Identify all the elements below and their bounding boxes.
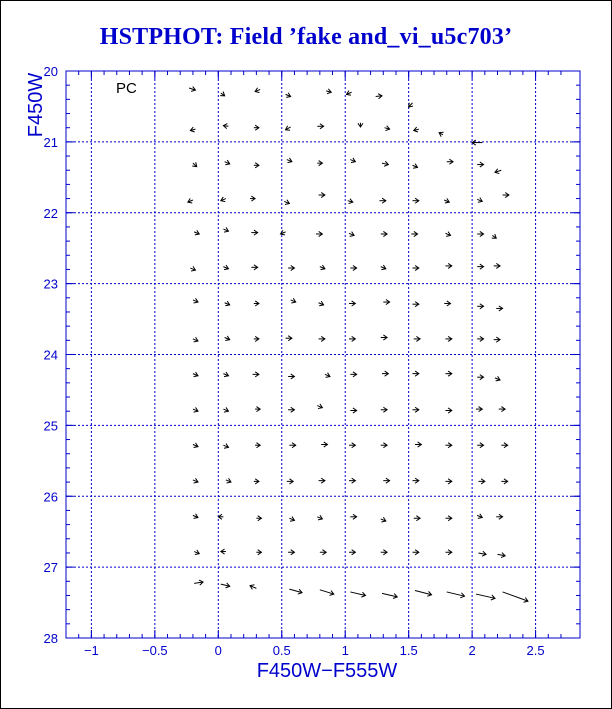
vector-arrow [288, 374, 294, 379]
vector-arrow [383, 300, 389, 305]
vector-arrow [494, 263, 500, 268]
vector-arrow [414, 336, 420, 341]
vector-arrow [223, 372, 228, 377]
vector-arrow [499, 407, 505, 412]
vector-arrow [193, 337, 198, 342]
vector-arrow [193, 372, 198, 377]
chart-title: HSTPHOT: Field ’fake and_vi_u5c703’ [99, 24, 513, 50]
vector-arrow [445, 408, 451, 413]
vector-arrow [495, 169, 501, 174]
vector-arrow [496, 306, 502, 311]
vector-arrow [286, 336, 292, 341]
vector-arrow [317, 161, 322, 166]
vector-arrow [501, 443, 507, 448]
vector-arrow [358, 123, 363, 127]
y-tick-label: 25 [43, 418, 58, 434]
vector-arrow [415, 591, 431, 597]
vector-arrow [225, 301, 230, 306]
vector-arrow [501, 479, 507, 484]
panel-label: PC [116, 80, 137, 97]
vector-arrow [412, 164, 417, 169]
vector-arrow [319, 192, 325, 197]
vector-arrow [477, 162, 483, 167]
vector-arrow [445, 371, 451, 376]
vector-arrow [291, 298, 296, 303]
vector-arrow [476, 407, 482, 412]
vector-arrow [412, 198, 418, 203]
vector-arrow [287, 158, 292, 163]
vector-arrow [349, 478, 355, 483]
vector-arrow [317, 124, 323, 129]
vector-arrow [250, 196, 255, 201]
vector-arrow [385, 126, 390, 131]
vector-arrow [189, 87, 195, 92]
vector-arrow [492, 234, 496, 238]
vector-arrow [445, 479, 451, 484]
vector-arrow [382, 593, 397, 598]
vector-arrow [193, 514, 198, 519]
vector-arrow [254, 163, 259, 168]
vector-arrow [223, 444, 228, 449]
vector-arrow [445, 443, 451, 448]
vector-arrow [383, 478, 389, 483]
vector-arrow [349, 336, 355, 341]
vector-arrow [350, 592, 365, 597]
vector-arrow [350, 408, 356, 413]
vector-arrow [289, 443, 295, 448]
vector-arrow [477, 264, 483, 269]
vector-shaft [503, 592, 528, 601]
vector-arrow [320, 550, 326, 555]
vector-arrow [193, 478, 198, 483]
vector-arrow [223, 407, 228, 412]
vector-arrow [503, 592, 528, 602]
vector-arrow [221, 583, 230, 588]
vector-arrow [287, 479, 293, 484]
y-tick-label: 24 [43, 347, 58, 363]
x-tick-label: 0.5 [272, 643, 291, 658]
vector-arrow [254, 336, 259, 341]
vector-arrow [381, 231, 387, 236]
vector-arrow [221, 549, 226, 554]
vector-arrow [477, 514, 482, 519]
vector-arrow [254, 301, 259, 306]
vector-arrow [445, 263, 451, 268]
vector-arrow [346, 91, 351, 96]
vector-arrow [376, 94, 382, 99]
vector-arrow [289, 589, 302, 594]
vector-arrow [447, 159, 453, 164]
vector-arrow [445, 516, 451, 521]
vector-arrow [477, 231, 483, 236]
vector-arrow [381, 517, 386, 522]
x-tick-label: −1 [83, 643, 99, 658]
vector-arrow [412, 302, 418, 307]
vector-arrow [381, 335, 387, 340]
vector-arrow [193, 407, 198, 412]
vector-arrow [412, 478, 418, 483]
vector-arrow [496, 514, 502, 519]
vector-arrow [254, 479, 259, 484]
vector-arrow [317, 404, 322, 409]
vector-arrow [253, 372, 259, 377]
y-tick-label: 23 [43, 276, 58, 292]
vector-arrow [321, 442, 327, 447]
vector-arrow [414, 516, 420, 521]
vector-arrow [412, 371, 418, 376]
vector-arrow [412, 265, 418, 270]
vector-arrow [445, 550, 451, 555]
vector-arrow [250, 585, 256, 590]
vector-arrow [477, 336, 483, 341]
vector-arrow [382, 161, 388, 166]
vector-arrow [194, 580, 203, 585]
vector-arrow [472, 140, 482, 145]
vector-arrow [381, 550, 387, 555]
y-tick-label: 22 [43, 205, 58, 221]
tick-labels [44, 64, 545, 658]
vector-arrow [194, 230, 199, 235]
vector-arrow [286, 126, 291, 130]
vector-arrow [477, 443, 483, 448]
y-axis-label: F450W [25, 72, 47, 138]
x-axis-label: F450W−F555W [256, 660, 398, 682]
vector-arrow [254, 125, 259, 130]
y-tick-label: 21 [43, 134, 58, 150]
vector-arrow [190, 266, 195, 271]
vector-arrow [223, 265, 228, 270]
vector-arrow [349, 443, 355, 448]
vector-arrow [349, 301, 355, 306]
y-tick-label: 28 [43, 631, 58, 646]
vector-arrow [255, 443, 260, 448]
vector-arrow [350, 372, 356, 377]
vector-arrow [477, 304, 483, 309]
y-tick-label: 27 [43, 560, 58, 576]
vector-arrow [444, 301, 450, 306]
vector-arrow [503, 192, 509, 197]
vector-arrow [320, 590, 334, 596]
vector-arrow [476, 594, 495, 600]
vector-arrow [316, 231, 322, 236]
vector-arrow [498, 553, 506, 558]
vector-arrow [255, 88, 260, 93]
vector-arrow [412, 550, 418, 555]
vector-arrow [478, 551, 486, 556]
vector-arrow [350, 265, 356, 270]
vector-arrow [251, 230, 257, 235]
vector-arrow [256, 550, 261, 555]
y-tick-label: 26 [43, 489, 58, 505]
vector-arrow [194, 550, 199, 555]
vector-shaft [476, 594, 495, 598]
vector-arrow [477, 375, 483, 380]
vector-arrow [188, 198, 193, 203]
vector-arrow [223, 124, 228, 129]
vector-arrow [255, 407, 260, 412]
vector-arrow [251, 265, 257, 270]
vector-arrow [381, 407, 387, 412]
vector-arrow [379, 198, 385, 203]
vector-arrow [256, 516, 261, 521]
vector-arrow [223, 227, 228, 232]
vector-field [188, 87, 528, 603]
vector-arrow [382, 371, 388, 376]
vector-arrow [319, 336, 325, 341]
vector-arrow [317, 515, 322, 520]
vector-arrow [494, 337, 500, 342]
vector-arrow [350, 158, 355, 163]
vector-arrow [411, 231, 417, 236]
y-tick-label: 20 [43, 64, 58, 79]
vector-arrow [325, 373, 330, 378]
vector-arrow [288, 265, 294, 270]
vector-arrow [190, 127, 195, 132]
vector-arrow [193, 298, 198, 303]
vector-arrow [319, 301, 324, 306]
vector-arrow [444, 198, 449, 203]
vector-arrow [478, 479, 484, 484]
vector-arrow [445, 336, 451, 341]
x-tick-label: 1.5 [399, 643, 418, 658]
vector-arrow [349, 550, 355, 555]
vector-arrow [349, 232, 354, 237]
vector-arrow [381, 443, 387, 448]
vector-arrow [192, 162, 196, 166]
vector-arrow [381, 265, 386, 270]
vector-arrow [414, 127, 419, 132]
x-tick-label: −0.5 [142, 643, 168, 658]
vector-arrow [445, 232, 450, 237]
x-tick-label: 2.5 [526, 643, 545, 658]
vector-arrow [477, 198, 482, 203]
vector-arrow [439, 132, 443, 136]
vector-arrow [409, 103, 413, 107]
vector-arrow [415, 442, 421, 447]
x-tick-label: 1 [341, 643, 349, 658]
vector-arrow [288, 407, 294, 412]
vector-arrow [412, 407, 418, 412]
vector-arrow [193, 443, 198, 448]
vector-arrow [225, 160, 230, 165]
vector-arrow [447, 592, 465, 598]
vector-arrow [320, 265, 325, 270]
vector-arrow [326, 89, 331, 94]
x-tick-label: 0 [214, 643, 222, 658]
vector-arrow [350, 514, 356, 519]
vector-arrow [348, 199, 353, 204]
vector-arrow [225, 336, 230, 341]
vector-arrow [286, 93, 291, 98]
vector-arrow [288, 550, 294, 555]
vector-arrow [495, 376, 500, 381]
vector-arrow [284, 200, 289, 205]
vector-arrow [218, 514, 223, 519]
x-tick-label: 2 [468, 643, 476, 658]
vector-arrow [220, 92, 224, 96]
vector-arrow [280, 230, 285, 235]
vector-arrow [226, 478, 231, 483]
vector-arrow [319, 478, 325, 483]
vector-arrow [221, 197, 226, 202]
vector-arrow [289, 517, 294, 522]
